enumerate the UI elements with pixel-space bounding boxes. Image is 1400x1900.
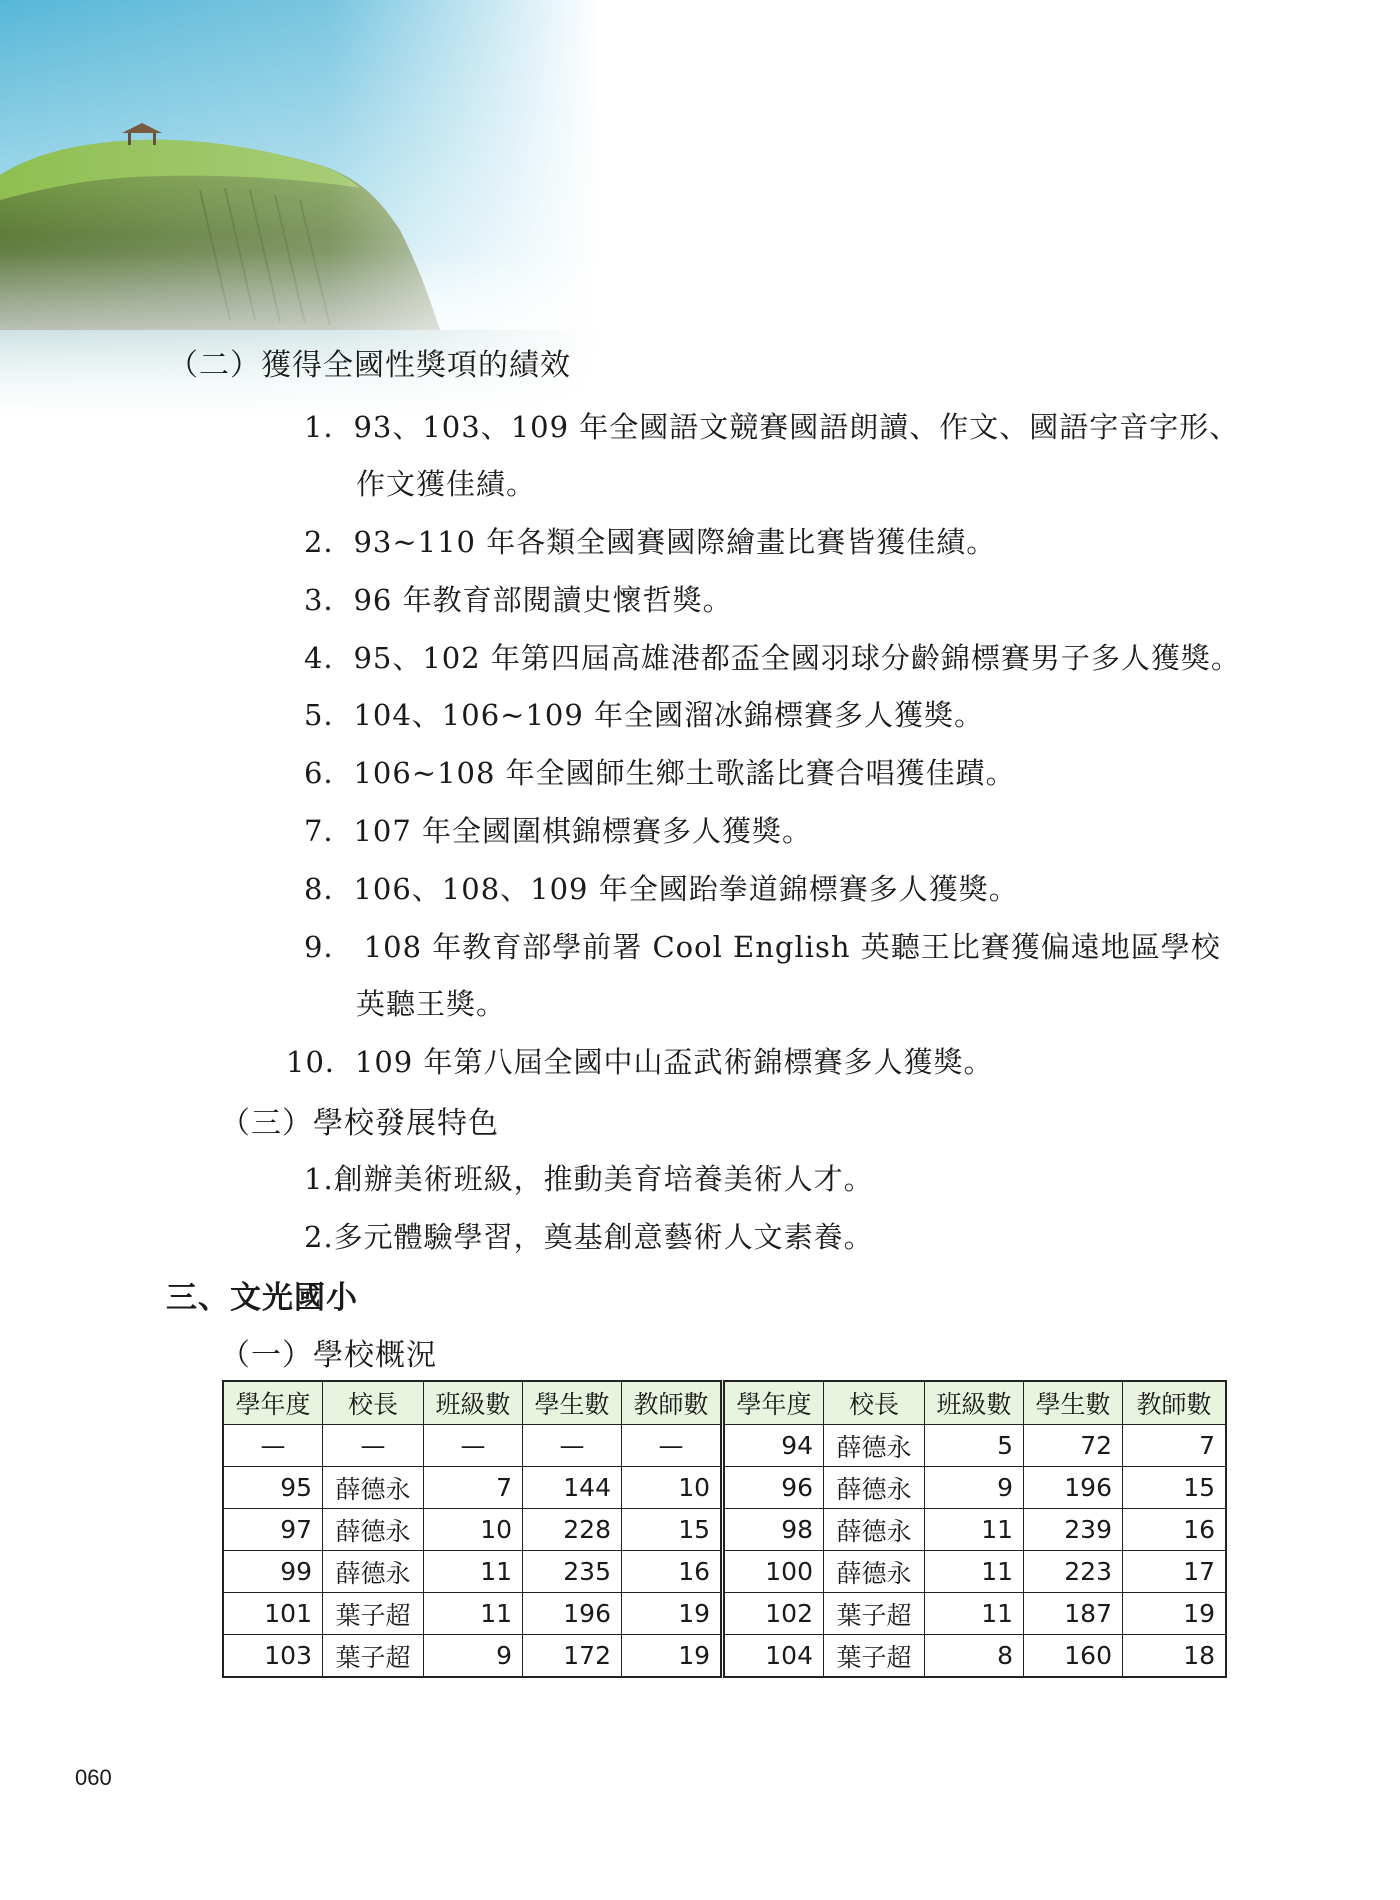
cell-school-year: 99 — [223, 1551, 323, 1593]
cell-principal: 薛德永 — [323, 1551, 424, 1593]
award-item-4: 4．95、102 年第四屆高雄港都盃全國羽球分齡錦標賽男子多人獲獎。 — [304, 641, 1241, 675]
cell-principal: 葉子超 — [323, 1635, 424, 1678]
header-principal: 校長 — [824, 1381, 925, 1425]
cell-principal: 薛德永 — [824, 1467, 925, 1509]
cell-principal: 薛德永 — [323, 1509, 424, 1551]
cell-class-count: 11 — [925, 1551, 1024, 1593]
award-item-8: 8．106、108、109 年全國跆拳道錦標賽多人獲獎。 — [304, 872, 1019, 906]
cell-principal: 薛德永 — [323, 1467, 424, 1509]
cell-student-count: 239 — [1024, 1509, 1123, 1551]
cell-principal: 葉子超 — [824, 1635, 925, 1678]
award-item-3: 3．96 年教育部閱讀史懷哲獎。 — [304, 583, 733, 617]
cell-school-year: 96 — [723, 1467, 824, 1509]
cell-teacher-count: 16 — [1123, 1509, 1227, 1551]
cell-student-count: 172 — [523, 1635, 622, 1678]
header-school-year: 學年度 — [223, 1381, 323, 1425]
award-item-1-continued: 作文獲佳績。 — [356, 467, 537, 501]
section-title-school-overview: （一）學校概況 — [220, 1338, 437, 1373]
cell-class-count: 7 — [424, 1467, 523, 1509]
cell-principal: 薛德永 — [824, 1425, 925, 1467]
cell-school-year: 103 — [223, 1635, 323, 1678]
award-item-5: 5．104、106~109 年全國溜冰錦標賽多人獲獎。 — [304, 698, 985, 732]
cell-student-count: 72 — [1024, 1425, 1123, 1467]
cell-class-count: — — [424, 1425, 523, 1467]
cell-class-count: 10 — [424, 1509, 523, 1551]
cell-class-count: 11 — [925, 1593, 1024, 1635]
cell-student-count: 160 — [1024, 1635, 1123, 1678]
cell-class-count: 9 — [424, 1635, 523, 1678]
cell-student-count: 196 — [1024, 1467, 1123, 1509]
cell-class-count: 11 — [424, 1551, 523, 1593]
cell-student-count: 235 — [523, 1551, 622, 1593]
cell-teacher-count: 15 — [622, 1509, 723, 1551]
cell-school-year: — — [223, 1425, 323, 1467]
table-row — [223, 1635, 1226, 1678]
award-item-9-continued: 英聽王獎。 — [356, 987, 507, 1021]
cell-teacher-count: 16 — [622, 1551, 723, 1593]
cell-school-year: 101 — [223, 1593, 323, 1635]
header-teacher-count: 教師數 — [1123, 1381, 1227, 1425]
cell-principal: — — [323, 1425, 424, 1467]
cell-student-count: 187 — [1024, 1593, 1123, 1635]
cell-teacher-count: 10 — [622, 1467, 723, 1509]
cell-school-year: 97 — [223, 1509, 323, 1551]
header-school-year: 學年度 — [723, 1381, 824, 1425]
feature-item-2: 2.多元體驗學習，奠基創意藝術人文素養。 — [304, 1220, 874, 1254]
header-principal: 校長 — [323, 1381, 424, 1425]
table-row — [223, 1509, 1226, 1551]
cell-teacher-count: 19 — [622, 1635, 723, 1678]
cell-principal: 薛德永 — [824, 1509, 925, 1551]
table-row — [223, 1593, 1226, 1635]
cell-class-count: 8 — [925, 1635, 1024, 1678]
school-overview-table — [222, 1380, 1227, 1678]
cell-student-count: 223 — [1024, 1551, 1123, 1593]
cell-class-count: 5 — [925, 1425, 1024, 1467]
section-title-awards: （二）獲得全國性獎項的績效 — [168, 348, 571, 383]
table-header-row — [223, 1381, 1226, 1425]
cell-class-count: 9 — [925, 1467, 1024, 1509]
cell-student-count: 144 — [523, 1467, 622, 1509]
cell-student-count: 228 — [523, 1509, 622, 1551]
cell-student-count: — — [523, 1425, 622, 1467]
cell-principal: 葉子超 — [323, 1593, 424, 1635]
header-class-count: 班級數 — [424, 1381, 523, 1425]
header-class-count: 班級數 — [925, 1381, 1024, 1425]
award-item-2: 2．93~110 年各類全國賽國際繪畫比賽皆獲佳績。 — [304, 525, 997, 559]
heading-wenguang-elementary: 三、文光國小 — [166, 1280, 358, 1316]
cell-class-count: 11 — [925, 1509, 1024, 1551]
cell-school-year: 104 — [723, 1635, 824, 1678]
award-item-1: 1．93、103、109 年全國語文競賽國語朗讀、作文、國語字音字形、 — [304, 410, 1240, 444]
cell-school-year: 94 — [723, 1425, 824, 1467]
cell-school-year: 95 — [223, 1467, 323, 1509]
cell-teacher-count: — — [622, 1425, 723, 1467]
award-item-7: 7．107 年全國圍棋錦標賽多人獲獎。 — [304, 814, 813, 848]
cell-school-year: 100 — [723, 1551, 824, 1593]
cell-student-count: 196 — [523, 1593, 622, 1635]
award-item-10: 10．109 年第八屆全國中山盃武術錦標賽多人獲獎。 — [286, 1045, 994, 1079]
cell-class-count: 11 — [424, 1593, 523, 1635]
table-row — [223, 1551, 1226, 1593]
header-teacher-count: 教師數 — [622, 1381, 723, 1425]
cell-teacher-count: 19 — [1123, 1593, 1227, 1635]
award-item-6: 6．106~108 年全國師生鄉土歌謠比賽合唱獲佳蹟。 — [304, 756, 1016, 790]
cell-teacher-count: 17 — [1123, 1551, 1227, 1593]
award-item-9: 9． 108 年教育部學前署 Cool English 英聽王比賽獲偏遠地區學校 — [304, 930, 1221, 964]
cell-principal: 薛德永 — [824, 1551, 925, 1593]
table-row — [223, 1467, 1226, 1509]
cell-principal: 葉子超 — [824, 1593, 925, 1635]
cell-school-year: 102 — [723, 1593, 824, 1635]
cell-teacher-count: 15 — [1123, 1467, 1227, 1509]
cell-school-year: 98 — [723, 1509, 824, 1551]
feature-item-1: 1.創辦美術班級，推動美育培養美術人才。 — [304, 1162, 874, 1196]
header-student-count: 學生數 — [1024, 1381, 1123, 1425]
table-row — [223, 1425, 1226, 1467]
header-student-count: 學生數 — [523, 1381, 622, 1425]
cell-teacher-count: 18 — [1123, 1635, 1227, 1678]
page-number: 060 — [75, 1765, 112, 1790]
cell-teacher-count: 19 — [622, 1593, 723, 1635]
section-title-features: （三）學校發展特色 — [220, 1106, 499, 1141]
cell-teacher-count: 7 — [1123, 1425, 1227, 1467]
